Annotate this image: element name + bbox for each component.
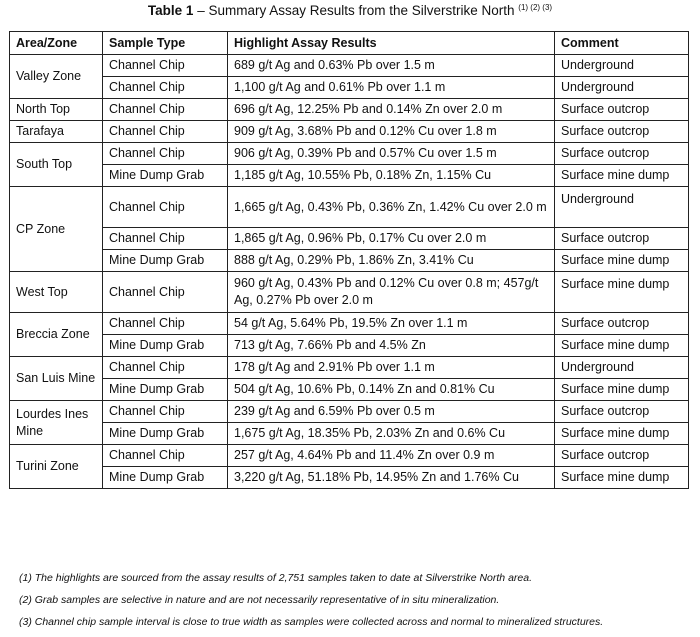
- table-title: [0, 3, 700, 18]
- comment-cell: Underground: [555, 77, 689, 99]
- table-title-footnote-refs: (1) (2) (3): [518, 3, 553, 12]
- assay-result-cell: 3,220 g/t Ag, 51.18% Pb, 14.95% Zn and 1.76% Cu: [228, 467, 555, 489]
- sample-type-cell: Channel Chip: [103, 121, 228, 143]
- assay-result-cell: 960 g/t Ag, 0.43% Pb and 0.12% Cu over 0.8 m; 457g/t Ag, 0.27% Pb over 2.0 m: [228, 272, 555, 313]
- table-row: [10, 228, 689, 250]
- table-row: [10, 77, 689, 99]
- sample-type-cell: Channel Chip: [103, 272, 228, 313]
- comment-cell: Surface outcrop: [555, 228, 689, 250]
- assay-results-table: [9, 31, 689, 489]
- sample-type-cell: Channel Chip: [103, 99, 228, 121]
- footnote-2: (2) Grab samples are selective in nature and are not necessarily representative of in situ mineralization.: [19, 594, 500, 606]
- table-row: [10, 313, 689, 335]
- comment-cell: Surface mine dump: [555, 250, 689, 272]
- sample-type-cell: Channel Chip: [103, 401, 228, 423]
- assay-result-cell: 909 g/t Ag, 3.68% Pb and 0.12% Cu over 1.8 m: [228, 121, 555, 143]
- assay-result-cell: 696 g/t Ag, 12.25% Pb and 0.14% Zn over 2.0 m: [228, 99, 555, 121]
- area-cell: Turini Zone: [10, 445, 103, 489]
- area-cell: San Luis Mine: [10, 357, 103, 401]
- header-sample-type: Sample Type: [103, 32, 228, 55]
- table-row: [10, 121, 689, 143]
- comment-cell: Surface outcrop: [555, 121, 689, 143]
- table-row: [10, 99, 689, 121]
- assay-result-cell: 1,865 g/t Ag, 0.96% Pb, 0.17% Cu over 2.0 m: [228, 228, 555, 250]
- table-title-text: – Summary Assay Results from the Silverstrike North: [193, 3, 519, 18]
- table-header-row: [10, 32, 689, 55]
- assay-result-cell: 1,675 g/t Ag, 18.35% Pb, 2.03% Zn and 0.6% Cu: [228, 423, 555, 445]
- comment-cell: Surface outcrop: [555, 445, 689, 467]
- comment-cell: Underground: [555, 187, 689, 228]
- assay-result-cell: 504 g/t Ag, 10.6% Pb, 0.14% Zn and 0.81% Cu: [228, 379, 555, 401]
- area-cell: North Top: [10, 99, 103, 121]
- table-row: [10, 335, 689, 357]
- sample-type-cell: Channel Chip: [103, 187, 228, 228]
- table-row: [10, 467, 689, 489]
- sample-type-cell: Channel Chip: [103, 357, 228, 379]
- sample-type-cell: Mine Dump Grab: [103, 467, 228, 489]
- sample-type-cell: Channel Chip: [103, 313, 228, 335]
- sample-type-cell: Mine Dump Grab: [103, 379, 228, 401]
- assay-result-cell: 178 g/t Ag and 2.91% Pb over 1.1 m: [228, 357, 555, 379]
- table-row: [10, 55, 689, 77]
- sample-type-cell: Mine Dump Grab: [103, 165, 228, 187]
- area-cell: CP Zone: [10, 187, 103, 272]
- assay-result-cell: 888 g/t Ag, 0.29% Pb, 1.86% Zn, 3.41% Cu: [228, 250, 555, 272]
- comment-cell: Surface mine dump: [555, 467, 689, 489]
- comment-cell: Surface outcrop: [555, 143, 689, 165]
- comment-cell: Surface mine dump: [555, 335, 689, 357]
- assay-result-cell: 1,185 g/t Ag, 10.55% Pb, 0.18% Zn, 1.15% Cu: [228, 165, 555, 187]
- table-row: [10, 423, 689, 445]
- header-comment: Comment: [555, 32, 689, 55]
- assay-result-cell: 239 g/t Ag and 6.59% Pb over 0.5 m: [228, 401, 555, 423]
- header-highlight-assay-results: Highlight Assay Results: [228, 32, 555, 55]
- comment-cell: Surface outcrop: [555, 99, 689, 121]
- assay-result-cell: 257 g/t Ag, 4.64% Pb and 11.4% Zn over 0.9 m: [228, 445, 555, 467]
- sample-type-cell: Channel Chip: [103, 143, 228, 165]
- sample-type-cell: Mine Dump Grab: [103, 423, 228, 445]
- table-title-number: Table 1: [147, 3, 194, 18]
- table-row: [10, 165, 689, 187]
- table-row: [10, 357, 689, 379]
- area-cell: Valley Zone: [10, 55, 103, 99]
- sample-type-cell: Channel Chip: [103, 77, 228, 99]
- area-cell: Tarafaya: [10, 121, 103, 143]
- assay-result-cell: 1,665 g/t Ag, 0.43% Pb, 0.36% Zn, 1.42% Cu over 2.0 m: [228, 187, 555, 228]
- table-row: [10, 445, 689, 467]
- assay-result-cell: 713 g/t Ag, 7.66% Pb and 4.5% Zn: [228, 335, 555, 357]
- comment-cell: Surface outcrop: [555, 313, 689, 335]
- comment-cell: Underground: [555, 357, 689, 379]
- area-cell: Breccia Zone: [10, 313, 103, 357]
- sample-type-cell: Channel Chip: [103, 445, 228, 467]
- sample-type-cell: Channel Chip: [103, 228, 228, 250]
- assay-result-cell: 54 g/t Ag, 5.64% Pb, 19.5% Zn over 1.1 m: [228, 313, 555, 335]
- assay-result-cell: 906 g/t Ag, 0.39% Pb and 0.57% Cu over 1.5 m: [228, 143, 555, 165]
- area-cell: West Top: [10, 272, 103, 313]
- area-cell: South Top: [10, 143, 103, 187]
- comment-cell: Surface mine dump: [555, 379, 689, 401]
- assay-result-cell: 689 g/t Ag and 0.63% Pb over 1.5 m: [228, 55, 555, 77]
- table-row: [10, 187, 689, 228]
- area-cell: Lourdes Ines Mine: [10, 401, 103, 445]
- sample-type-cell: Mine Dump Grab: [103, 335, 228, 357]
- comment-cell: Surface mine dump: [555, 165, 689, 187]
- comment-cell: Surface outcrop: [555, 401, 689, 423]
- table-row: [10, 250, 689, 272]
- table-row: [10, 272, 689, 313]
- table-row: [10, 143, 689, 165]
- footnotes: [19, 567, 689, 633]
- comment-cell: Underground: [555, 55, 689, 77]
- table-row: [10, 401, 689, 423]
- footnote-3: (3) Channel chip sample interval is close to true width as samples were collected across and normal to mineralized structures.: [19, 616, 604, 628]
- sample-type-cell: Channel Chip: [103, 55, 228, 77]
- table-row: [10, 379, 689, 401]
- comment-cell: Surface mine dump: [555, 423, 689, 445]
- comment-cell: Surface mine dump: [555, 272, 689, 313]
- sample-type-cell: Mine Dump Grab: [103, 250, 228, 272]
- footnote-1: (1) The highlights are sourced from the assay results of 2,751 samples taken to date at Silverstrike North area.: [19, 572, 532, 584]
- header-area-zone: Area/Zone: [10, 32, 103, 55]
- assay-result-cell: 1,100 g/t Ag and 0.61% Pb over 1.1 m: [228, 77, 555, 99]
